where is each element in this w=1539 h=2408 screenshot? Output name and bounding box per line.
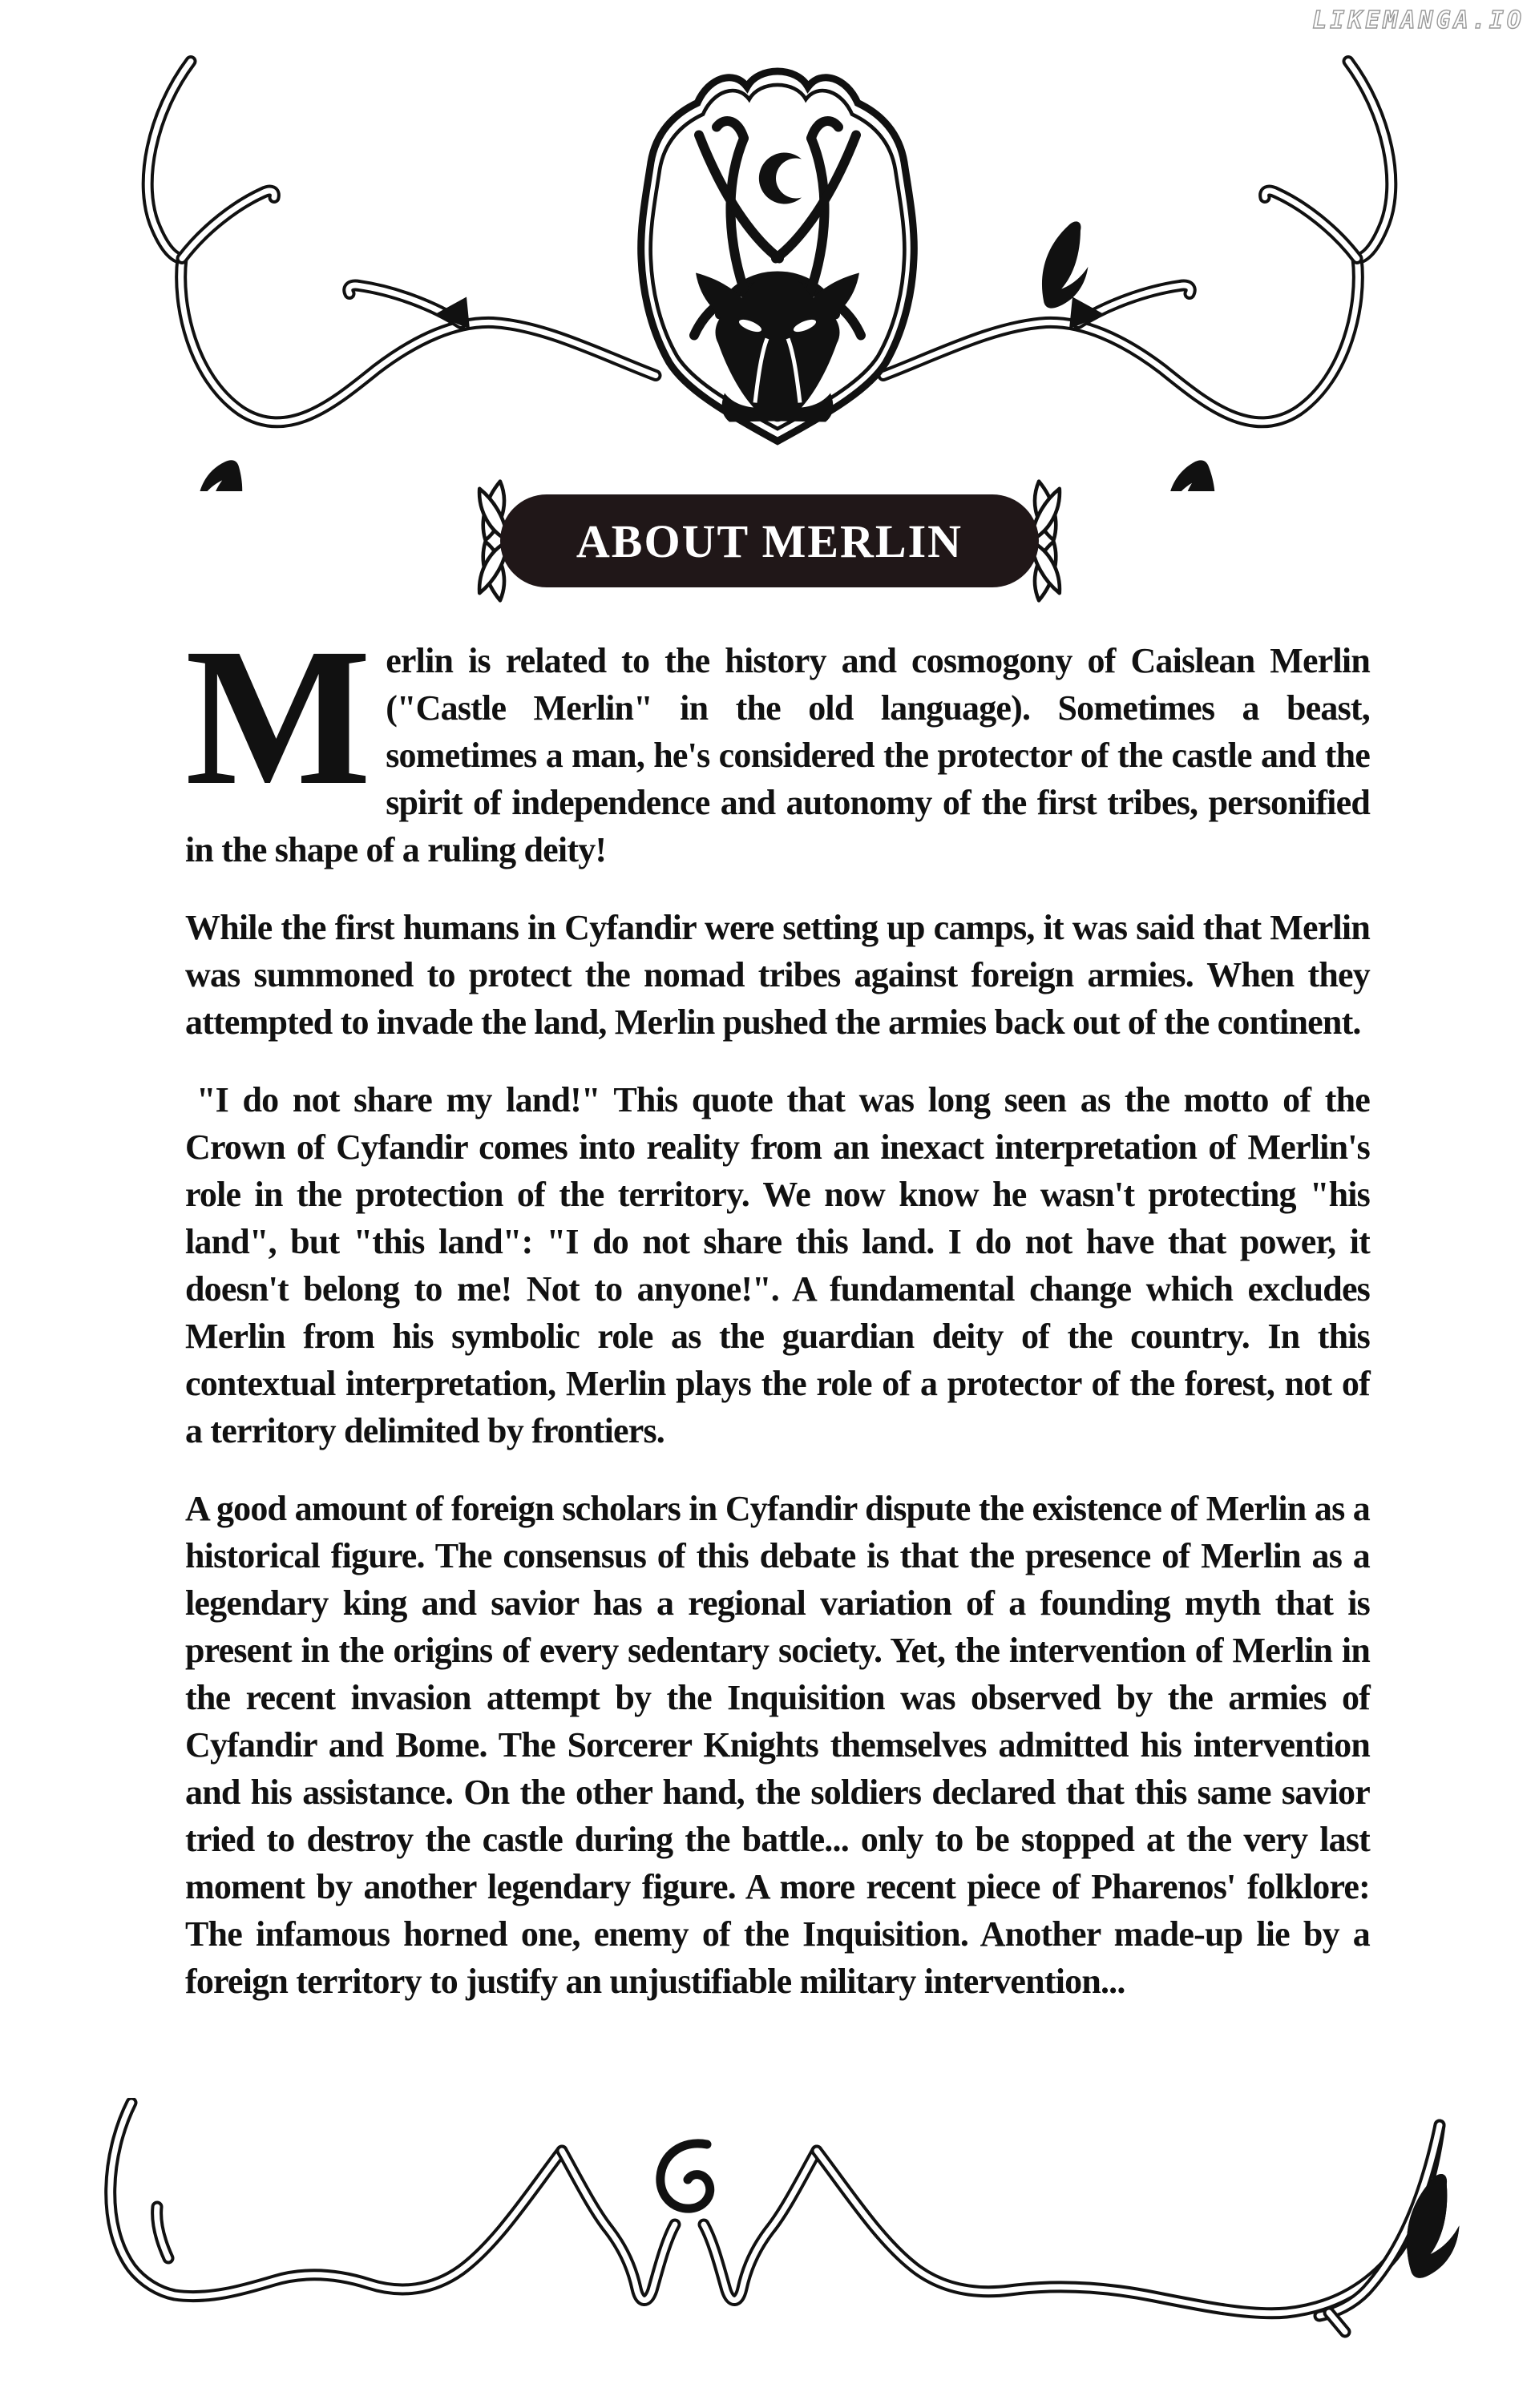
feather-icon (1028, 216, 1106, 317)
paragraph-1 (185, 608, 1370, 873)
paragraph-3: "I do not share my land!" This quote that was long seen as the motto of the Crown of Cyfandir comes into reality from an inexact interpretation of Merlin's role in the protection of the territory. We now know he wasn't protecting "his land", but "this land": "I do not share this land. I do not have that power, it doesn't belong to me! Not to anyone!". A fundamental change which excludes Merlin from his symbolic role as the guardian deity of the country. In this contextual interpretation, Merlin plays the role of a protector of the forest, not of a territory delimited by frontiers. (185, 1080, 1370, 1450)
paragraph-2: While the first humans in Cyfandir were setting up camps, it was said that Merlin was summoned to protect the nomad tribes against foreign armies. When they attempted to invade the land, Merlin pushed the armies back out of the continent. (185, 908, 1370, 1042)
paragraph-1-text: erlin is related to the history and cosmogony of Caislean Merlin ("Castle Merlin" in the old language). Sometimes a beast, sometimes a man, he's considered the protector of the castle and the spirit of independence and autonomy of the first tribes, personified in the shape of a ruling deity! (185, 641, 1370, 869)
right-antler (883, 62, 1392, 422)
title-banner (0, 478, 1539, 604)
stag-crest-illustration (56, 54, 1483, 491)
paragraph-4: A good amount of foreign scholars in Cyfandir dispute the existence of Merlin as a historical figure. The consensus of this debate is that the presence of Merlin as a legendary king and savior has a regional variation of a founding myth that is present in the origins of every sedentary society. Yet, the intervention of Merlin in the recent invasion attempt by the Inquisition was observed by the armies of Cyfandir and Bome. The Sorcerer Knights themselves admitted his intervention and his assistance. On the other hand, the soldiers declared that this same savior tried to destroy the castle during the battle... only to be stopped at the very last moment by another legendary figure. A more recent piece of Pharenos' folklore: The infamous horned one, enemy of the Inquisition. Another made-up lie by a foreign territory to justify an unjustifiable military intervention... (185, 1489, 1370, 2001)
antler-flourish-illustration (48, 2098, 1491, 2374)
article-text (185, 608, 1370, 2005)
site-watermark: LIKEMANGA.IO (1312, 6, 1525, 34)
drop-cap: M (185, 608, 372, 826)
flourish-antlers (111, 2103, 1440, 2332)
left-antler (147, 62, 656, 422)
title-banner-pill (502, 496, 1037, 586)
page-title: ABOUT MERLIN (576, 514, 963, 567)
crescent-spiral-icon (660, 2144, 710, 2208)
